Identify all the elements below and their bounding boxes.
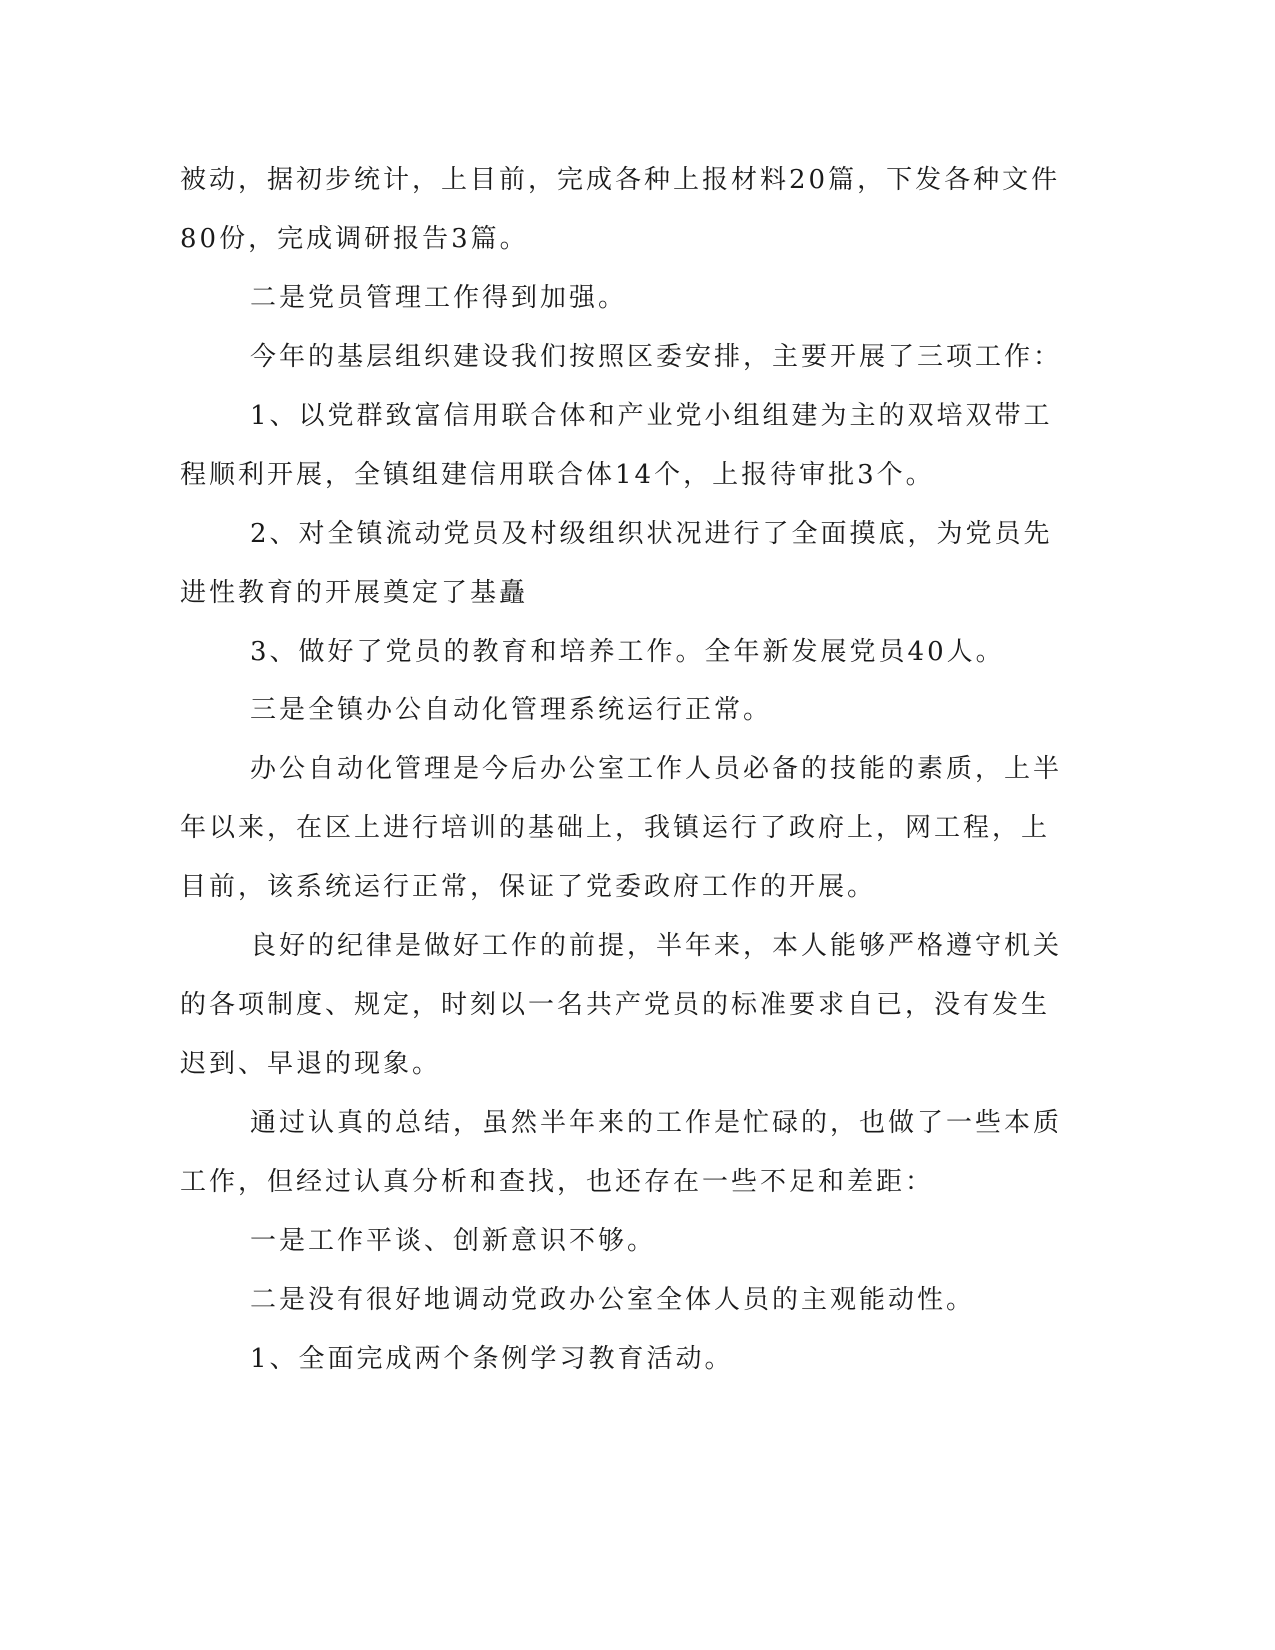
paragraph-heading: 二是党员管理工作得到加强。 <box>250 283 628 313</box>
list-item: 1、全面完成两个条例学习教育活动。 <box>250 1344 734 1374</box>
text-line: 迟到、早退的现象。 <box>180 1049 442 1079</box>
text-line: 目前，该系统运行正常，保证了党委政府工作的开展。 <box>180 872 877 902</box>
text-line: 良好的纪律是做好工作的前提，半年来，本人能够严格遵守机关 <box>250 931 1063 961</box>
text-line: 工作，但经过认真分析和查找，也还存在一些不足和差距： <box>180 1167 935 1197</box>
list-item: 2、对全镇流动党员及村级组织状况进行了全面摸底，为党员先 <box>250 519 1053 549</box>
text-line: 80份，完成调研报告3篇。 <box>180 224 529 254</box>
text-line: 年以来，在区上进行培训的基础上，我镇运行了政府上，网工程，上 <box>180 813 1051 843</box>
text-line: 办公自动化管理是今后办公室工作人员必备的技能的素质，上半 <box>250 754 1063 784</box>
list-item: 3、做好了党员的教育和培养工作。全年新发展党员40人。 <box>250 637 1005 667</box>
list-item: 1、以党群致富信用联合体和产业党小组组建为主的双培双带工 <box>250 401 1053 431</box>
paragraph-heading: 一是工作平谈、创新意识不够。 <box>250 1226 657 1256</box>
text-line: 今年的基层组织建设我们按照区委安排，主要开展了三项工作： <box>250 342 1063 372</box>
text-line: 通过认真的总结，虽然半年来的工作是忙碌的，也做了一些本质 <box>250 1108 1063 1138</box>
paragraph-heading: 二是没有很好地调动党政办公室全体人员的主观能动性。 <box>250 1285 976 1315</box>
text-line: 进性教育的开展奠定了基矗 <box>180 578 529 608</box>
text-line: 的各项制度、规定，时刻以一名共产党员的标准要求自已，没有发生 <box>180 990 1051 1020</box>
paragraph-heading: 三是全镇办公自动化管理系统运行正常。 <box>250 695 773 725</box>
text-line: 被动，据初步统计，上目前，完成各种上报材料20篇，下发各种文件 <box>180 165 1061 195</box>
text-line: 程顺利开展，全镇组建信用联合体14个，上报待审批3个。 <box>180 460 935 490</box>
